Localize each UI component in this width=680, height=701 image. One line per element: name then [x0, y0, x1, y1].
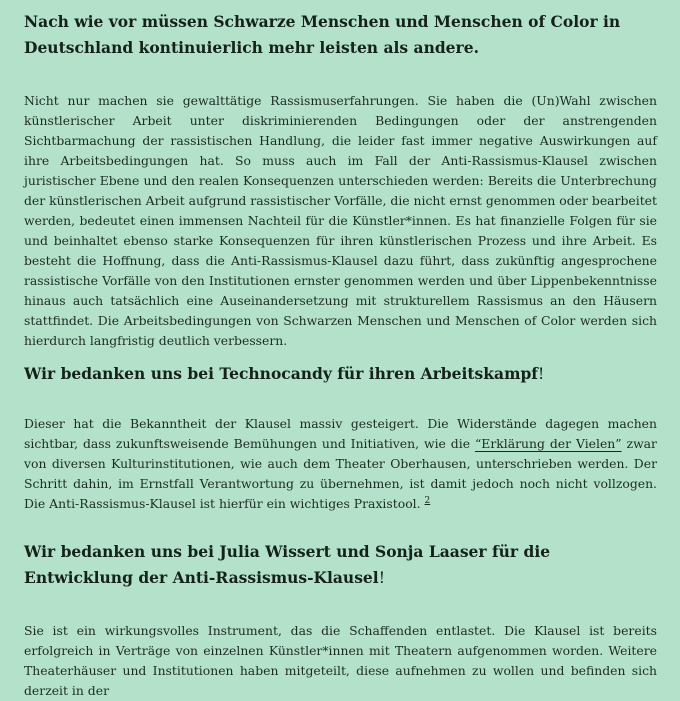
- section-heading-2-text: Wir bedanken uns bei Technocandy für ihren Arbeitskampf: [24, 364, 538, 383]
- section-paragraph-1: Nicht nur machen sie gewalttätige Rassismuserfahrungen. Sie haben die (Un)Wahl zwischen künstlerischer Arbeit unter diskriminierenden Bedingungen oder der anstrengenden Sichtbarmachung der rassistischen Handlung, die leider fast immer negative Auswirkungen auf ihre Arbeitsbedingungen hat. So muss auch im Fall der Anti-Rassismus-Klausel zwischen juristischer Ebene und den realen Konsequenzen unterschieden werden: Bereits die Unterbrechung der künstlerischen Arbeit aufgrund rassistischer Vorfälle, die nicht ernst genommen oder bearbeitet werden, bedeutet einen immensen Nachteil für die Künstler*innen. Es hat finanzielle Folgen für sie und beinhaltet ebenso starke Konsequenzen für ihren künstlerischen Prozess und ihre Arbeit. Es besteht die Hoffnung, dass die Anti-Rassismus-Klausel dazu führt, dass zukünftig angesprochene rassistische Vorfälle von den Institutionen ernster genommen werden und über Lippenbekenntnisse hinaus auch tatsächlich eine Auseinandersetzung mit strukturellem Rassismus an den Häusern stattfindet. Die Arbeitsbedingungen von Schwarzen Menschen und Menschen of Color werden sich hierdurch langfristig deutlich verbessern.: [24, 93, 657, 348]
- section-paragraph-3: Sie ist ein wirkungsvolles Instrument, das die Schaffenden entlastet. Die Klausel ist bereits erfolgreich in Verträge von einzelnen Künstler*innen mit Theatern aufgenommen worden. Weitere Theaterhäuser und Institutionen haben mitgeteilt, diese aufnehmen zu wollen und befinden sich derzeit in der: [24, 623, 657, 698]
- section-heading-3-text: Wir bedanken uns bei Julia Wissert und Sonja Laaser für die Entwicklung der Anti-Rassismus-Klausel: [24, 542, 551, 587]
- footnote-marker: [425, 496, 431, 506]
- erklaerung-der-vielen-link[interactable]: “Erklärung der Vielen”: [474, 436, 622, 451]
- section-paragraph-2: [24, 414, 657, 514]
- section-heading-3-exclamation: !: [378, 569, 385, 587]
- section-heading-1: Nach wie vor müssen Schwarze Menschen und Menschen of Color in Deutschland kontinuierlich mehr leisten als andere.: [24, 12, 621, 57]
- section-heading-3: [24, 539, 657, 591]
- paragraph-2-text-after-link: zwar von diversen Kulturinstitutionen, wie auch dem Theater Oberhausen, unterschrieben werden. Der Schritt dahin, im Ernstfall Verantwortung zu übernehmen, ist damit jedoch noch nicht vollzogen. Die Anti-Rassismus-Klausel ist hierfür ein wichtiges Praxistool.: [24, 436, 657, 511]
- section-heading-2-exclamation: !: [537, 365, 545, 383]
- section-heading-2: [24, 361, 657, 387]
- paragraph-2-text-before-link: Dieser hat die Bekanntheit der Klausel massiv gesteigert. Die Widerstände dagegen machen sichtbar, dass zukunftsweisende Bemühungen und Initiativen, wie die: [24, 416, 657, 451]
- footnote-link[interactable]: 2: [424, 495, 431, 506]
